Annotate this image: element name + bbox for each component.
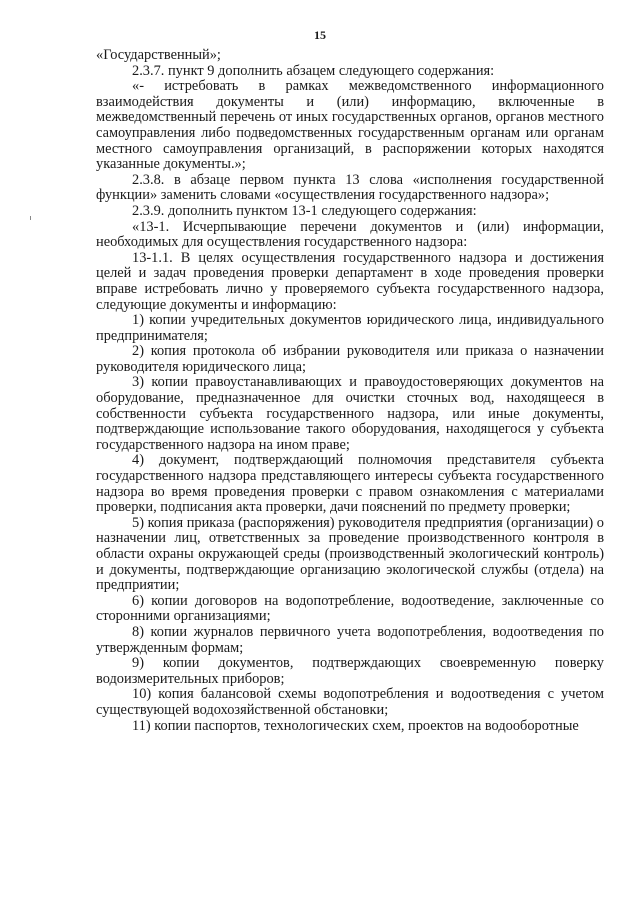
margin-mark bbox=[30, 216, 31, 220]
list-item: 1) копии учредительных документов юридического лица, индивидуального предпринимателя; bbox=[96, 312, 604, 344]
list-item: 10) копия балансовой схемы водопотребления и водоотведения с учетом существующей водохозяйственной обстановки; bbox=[96, 686, 604, 718]
document-body bbox=[96, 48, 604, 734]
paragraph: 2.3.8. в абзаце первом пункта 13 слова «исполнения государственной функции» заменить словами «осуществления государственного надзора»; bbox=[96, 171, 604, 204]
paragraph: 13-1.1. В целях осуществления государственного надзора и достижения целей и задач проведения проверки департамент в ходе проведения проверки вправе истребовать лично у проверяемого субъекта государственного надзора, следующие документы и информацию: bbox=[96, 249, 604, 313]
list-item: 2) копия протокола об избрании руководителя или приказа о назначении руководителя юридического лица; bbox=[96, 343, 604, 375]
page-number: 15 bbox=[314, 28, 326, 42]
paragraph: 2.3.9. дополнить пунктом 13-1 следующего содержания: bbox=[132, 202, 477, 219]
paragraph: «13-1. Исчерпывающие перечени документов и (или) информации, необходимых для осуществления государственного надзора: bbox=[96, 218, 604, 251]
paragraph: «- истребовать в рамках межведомственного информационного взаимодействия документы и (или) информацию, включенные в межведомственный перечень от иных государственных органов, органов местного самоуправления либо подведомственных государственным органам или органам местного самоуправления организаций, в распоряжении которых находятся указанные документы.»; bbox=[96, 78, 604, 173]
list-item: 4) документ, подтверждающий полномочия представителя субъекта государственного надзора представляющего интересы субъекта государственного надзора во время проведения проверки с правом ознакомления с материалами проверки, подписания акта проверки, дачи пояснений по предмету проверки; bbox=[96, 452, 604, 516]
paragraph: 2.3.7. пункт 9 дополнить абзацем следующего содержания: bbox=[132, 62, 495, 79]
list-item: 9) копии документов, подтверждающих своевременную поверку водоизмерительных приборов; bbox=[96, 655, 604, 687]
list-item: 6) копии договоров на водопотребление, водоотведение, заключенные со сторонними организациями; bbox=[96, 592, 604, 625]
paragraph: «Государственный»; bbox=[96, 47, 221, 63]
list-item: 3) копии правоустанавливающих и правоудостоверяющих документов на оборудование, предназначенное для очистки сточных вод, находящееся в собственности субъекта государственного надзора, или иные документы, подтверждающие использование такого оборудования, находящегося у субъекта государственного надзора на ином праве; bbox=[96, 374, 604, 453]
list-item: 11) копии паспортов, технологических схем, проектов на водооборотные bbox=[132, 717, 579, 734]
list-item: 8) копии журналов первичного учета водопотребления, водоотведения по утвержденным формам; bbox=[96, 623, 604, 656]
list-item: 5) копия приказа (распоряжения) руководителя предприятия (организации) о назначении лиц, ответственных за проведение производственного контроля в области охраны окружающей среды (производственный экологический контроль) и документы, подтверждающие организацию экологической службы (отдела) на предприятии; bbox=[96, 514, 604, 594]
